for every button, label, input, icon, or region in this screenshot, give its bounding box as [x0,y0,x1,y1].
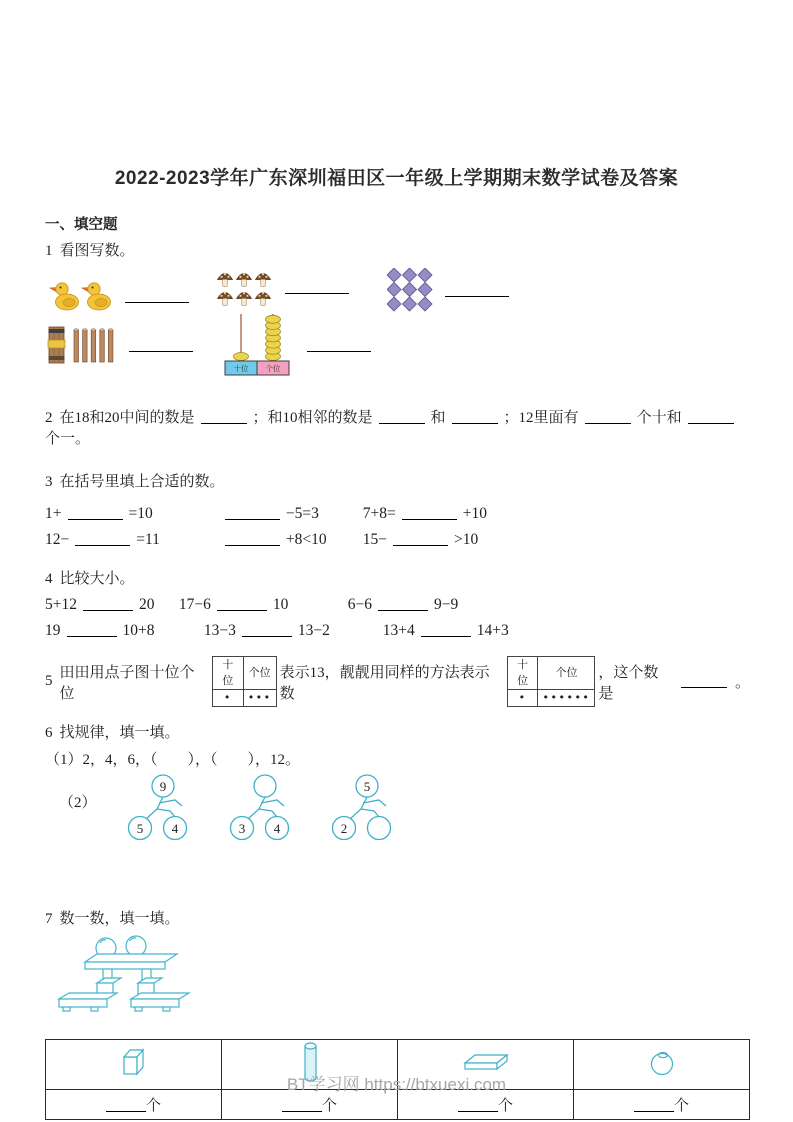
q3-text: 在括号里填上合适的数。 [59,474,225,490]
number-bond-2 [225,773,301,845]
block [97,983,113,994]
q4-compare-row-1 [45,596,750,614]
answer-blank [282,1099,322,1112]
equation: +8<10 [219,531,359,549]
q6-sub2-bonds [45,773,750,845]
block [138,983,154,994]
answer-blank [393,533,448,546]
comparison: 19 10+8 [45,622,155,639]
answer-blank [634,1099,674,1112]
ball-shape [126,936,146,956]
comparison: 5+12 20 [45,596,155,613]
q4-heading [45,567,750,588]
q6-heading [45,721,750,742]
answer-blank [67,624,117,637]
bench [59,999,107,1007]
q4-text: 比较大小。 [59,571,135,587]
abacus-illustration [221,312,295,378]
answer-blank [452,411,498,424]
answer-blank [75,533,130,546]
comparison: 17−6 10 [178,596,289,613]
q5-text: 表示13，靓靓用同样的方法表示数 [279,664,490,702]
dot-table-ones-header: 个位 [243,657,276,690]
answer-blank [378,598,428,611]
unit-label: 个 [673,1098,689,1114]
table-top [85,954,177,962]
q7-text: 数一数，填一填。 [59,911,180,927]
comparison: 13+4 14+3 [382,622,509,639]
abacus-ones-label: 个位 [265,364,281,373]
dot-table-ones-dots: •••••• [538,690,595,707]
q4-number: 4 [45,571,53,587]
exam-content [0,213,793,1120]
q5-text: 。 [734,675,750,691]
shapes-structure-illustration [51,934,201,1014]
q1-figures [45,268,750,398]
equation: 12− =11 [45,531,160,548]
q7-number: 7 [45,911,53,927]
mushrooms-illustration [217,268,273,306]
answer-blank [445,284,509,297]
q3-heading [45,470,750,491]
dot-table-tens-header: 十位 [212,657,243,690]
sticks-illustration [47,323,117,367]
number-bond-1 [123,773,199,845]
bond-left-value: 5 [136,821,143,836]
bond-right-value: 4 [171,821,178,836]
q2-text: ；12里面有 [503,410,579,426]
answer-blank [225,507,280,520]
q6-number: 6 [45,725,53,741]
comparison: 13−3 13−2 [203,622,330,639]
q2-text: 在18和20中间的数是 [59,410,195,426]
unit-label: 个 [497,1098,513,1114]
q2-text: 个一。 [45,431,91,447]
page-title: 2022-2023学年广东深圳福田区一年级上学期期末数学试卷及答案 [114,168,679,189]
answer-blank [285,281,349,294]
answer-blank [458,1099,498,1112]
answer-blank [402,507,457,520]
stick-bundle [48,327,65,363]
q5-text: 田田用点子图十位个位 [59,664,195,702]
number-bond-3 [327,773,403,845]
answer-blank [68,507,123,520]
q3-equations-row-2 [45,531,750,549]
answer-blank [242,624,292,637]
dot-table-tens-dots: • [212,690,243,707]
q2-number: 2 [45,410,53,426]
q5-line [45,656,750,707]
ducks-illustration [49,278,113,314]
dot-table-13 [212,656,277,707]
section-heading: 一、填空题 [45,217,118,233]
answer-blank [106,1099,146,1112]
q6-text: 找规律，填一填。 [59,725,180,741]
footer-watermark: BT学习网 https://btxuexi.com [286,1075,507,1094]
equation: −5=3 [219,505,359,523]
answer-blank [225,533,280,546]
answer-blank [681,675,727,688]
dot-table-ones-header: 个位 [538,657,595,690]
bond-left-value: 3 [238,821,245,836]
q2-line [45,406,750,448]
q3-number: 3 [45,474,53,490]
q2-text: 个十和 [636,410,682,426]
equation: 15− >10 [362,531,479,548]
q6-sub1-sequence: （1）2，4，6，（ ），（ ），12。 [45,752,301,768]
single-sticks [74,329,113,362]
bench [131,999,179,1007]
unit-label: 个 [145,1098,161,1114]
bond-right-value: 4 [273,821,280,836]
abacus-tens-label: 十位 [233,364,249,373]
q5-text: ，这个数是 [598,664,659,702]
bond-left-value: 2 [340,821,347,836]
equation: 7+8= +10 [362,505,487,522]
answer-blank [217,598,267,611]
answer-blank [201,411,247,424]
answer-blank [83,598,133,611]
dot-table-tens-header: 十位 [507,657,538,690]
bond-top-value: 5 [363,779,370,794]
fig-mushrooms [217,268,349,306]
fig-ducks [49,278,189,314]
answer-blank [307,339,371,352]
answer-blank [379,411,425,424]
q6-sub2-label: （2） [59,795,97,811]
answer-blank [585,411,631,424]
comparison: 6−6 9−9 [347,596,459,613]
fig-sticks [47,323,193,367]
q4-compare-row-2 [45,622,750,640]
answer-blank [125,290,189,303]
q1-number: 1 [45,243,53,259]
diamonds-illustration [387,268,433,312]
q7-heading [45,907,750,928]
q1-text: 看图写数。 [59,243,135,259]
answer-blank [688,411,734,424]
q1-heading [45,239,750,260]
answer-blank [421,624,471,637]
q2-text: 和 [430,410,446,426]
dot-table-ones-dots: ••• [243,690,276,707]
equation: 1+ =10 [45,505,153,522]
bond-top-value: 9 [159,779,166,794]
dot-table-tens-dots: • [507,690,538,707]
unit-label: 个 [321,1098,337,1114]
q3-equations-row-1 [45,505,750,523]
q5-number: 5 [45,673,53,689]
fig-abacus [221,312,371,378]
fig-diamonds [387,268,509,312]
dot-table-unknown [507,656,596,707]
answer-blank [129,339,193,352]
q2-text: ；和10相邻的数是 [252,410,373,426]
